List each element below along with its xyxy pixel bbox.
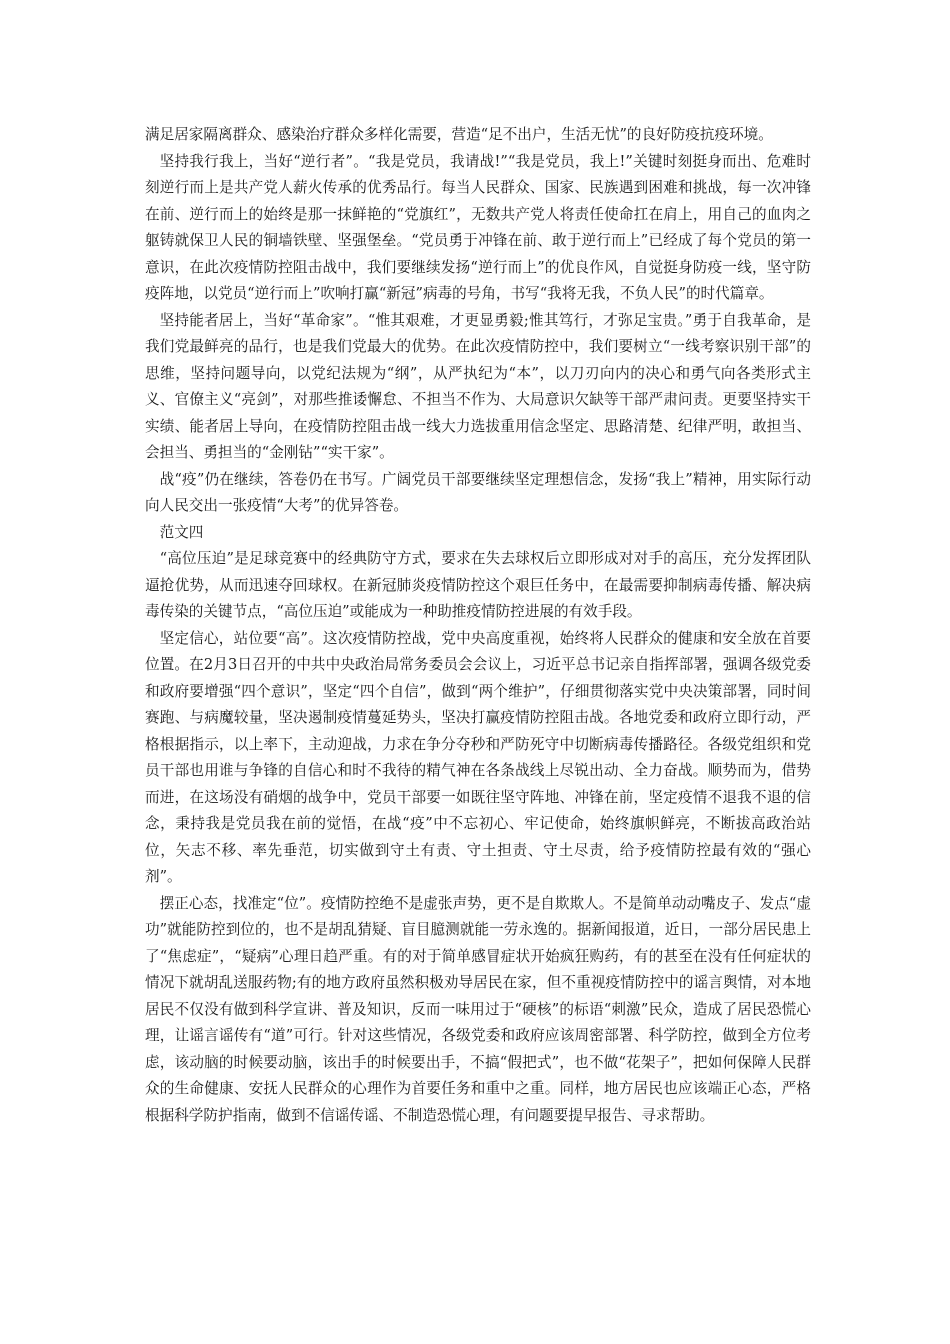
paragraph-conclusion: 战“疫”仍在继续，答卷仍在书写。广阔党员干部要继续坚定理想信念，发扬“我上”精神，用实际行动向人民交出一张疫情“大考”的优异答卷。	[145, 470, 811, 514]
section-heading-fanwen-si: 范文四	[159, 523, 204, 541]
paragraph-gemingjia: 坚持能者居上，当好“革命家”。“惟其艰难，才更显勇毅;惟其笃行，才弥足宝贵。”勇于自我革命，是我们党最鲜亮的品行，也是我们党最大的优势。在此次疫情防控中，我们要树立“一线考察识别干部”的思维，坚持问题导向，以党纪法规为“纲”，从严执纪为“本”，以刀刃向内的决心和勇气向各类形式主义、官僚主义“亮剑”，对那些推诿懈怠、不担当不作为、大局意识欠缺等干部严肃问责。更要坚持实干实绩、能者居上导向，在疫情防控阻击战一线大力选拔重用信念坚定、思路清楚、纪律严明，敢担当、会担当、勇担当的“金刚钻”“实干家”。	[145, 311, 811, 461]
paragraph-zhunding-wei: 摆正心态，找准定“位”。疫情防控绝不是虚张声势，更不是自欺欺人。不是简单动动嘴皮子、发点“虚功”就能防控到位的，也不是胡乱猜疑、盲目臆测就能一劳永逸的。据新闻报道，近日，一部分居民患上了“焦虑症”，“疑病”心理日趋严重。有的对于简单感冒症状开始疯狂购药，有的甚至在没有任何症状的情况下就胡乱送服药物;有的地方政府虽然积极劝导居民在家，但不重视疫情防控中的谣言舆情，对本地居民不仅没有做到科学宣讲、普及知识，反而一味用过于“硬核”的标语“刺激”民众，造成了居民恐慌心理，让谣言谣传有“道”可行。针对这些情况，各级党委和政府应该周密部署、科学防控，做到全方位考虑，该动脑的时候要动脑，该出手的时候要出手，不搞“假把式”，也不做“花架子”，把如何保障人民群众的生命健康、安抚人民群众的心理作为首要任务和重中之重。同样，地方居民也应该端正心态，严格根据科学防护指南，做到不信谣传谣、不制造恐慌心理，有问题要提早报告、寻求帮助。	[145, 894, 811, 1124]
paragraph-continuation: 满足居家隔离群众、感染治疗群众多样化需要，营造“足不出户，生活无忧”的良好防疫抗疫环境。	[145, 126, 773, 143]
paragraph-zhanwei-gao: 坚定信心，站位要“高”。这次疫情防控战，党中央高度重视，始终将人民群众的健康和安全放在首要位置。在2月3日召开的中共中央政治局常务委员会会议上，习近平总书记亲自指挥部署，强调各级党委和政府要增强“四个意识”，坚定“四个自信”，做到“两个维护”，仔细贯彻落实党中央决策部署，同时间赛跑、与病魔较量，坚决遏制疫情蔓延势头，坚决打赢疫情防控阻击战。各地党委和政府立即行动，严格根据指示，以上率下，主动迎战，力求在争分夺秒和严防死守中切断病毒传播路径。各级党组织和党员干部也用谁与争锋的自信心和时不我待的精气神在各条战线上尽锐出动、全力奋战。顺势而为，借势而进，在这场没有硝烟的战争中，党员干部要一如既往坚守阵地、冲锋在前，坚定疫情不退我不退的信念，秉持我是党员我在前的觉悟，在战“疫”中不忘初心、牢记使命，始终旗帜鲜亮，不断拔高政治站位，矢志不移、率先垂范，切实做到守土有责、守土担责、守土尽责，给予疫情防控最有效的“强心剂”。	[145, 629, 811, 885]
document-body	[145, 122, 811, 1129]
paragraph-nixing: 坚持我行我上，当好“逆行者”。“我是党员，我请战!”“我是党员，我上!”关键时刻挺身而出、危难时刻逆行而上是共产党人薪火传承的优秀品行。每当人民群众、国家、民族遇到困难和挑战，每一次冲锋在前、逆行而上的始终是那一抹鲜艳的“党旗红”，无数共产党人将责任使命扛在肩上，用自己的血肉之躯铸就保卫人民的铜墙铁壁、坚强堡垒。“党员勇于冲锋在前、敢于逆行而上”已经成了每个党员的第一意识，在此次疫情防控阻击战中，我们要继续发扬“逆行而上”的优良作风，自觉挺身防疫一线，坚守防疫阵地，以党员“逆行而上”吹响打赢“新冠”病毒的号角，书写“我将无我，不负人民”的时代篇章。	[145, 152, 811, 302]
paragraph-gaoweiyapo-intro: “高位压迫”是足球竞赛中的经典防守方式，要求在失去球权后立即形成对对手的高压，充分发挥团队逼抢优势，从而迅速夺回球权。在新冠肺炎疫情防控这个艰巨任务中，在最需要抑制病毒传播、解决病毒传染的关键节点，“高位压迫”或能成为一种助推疫情防控进展的有效手段。	[145, 550, 811, 620]
